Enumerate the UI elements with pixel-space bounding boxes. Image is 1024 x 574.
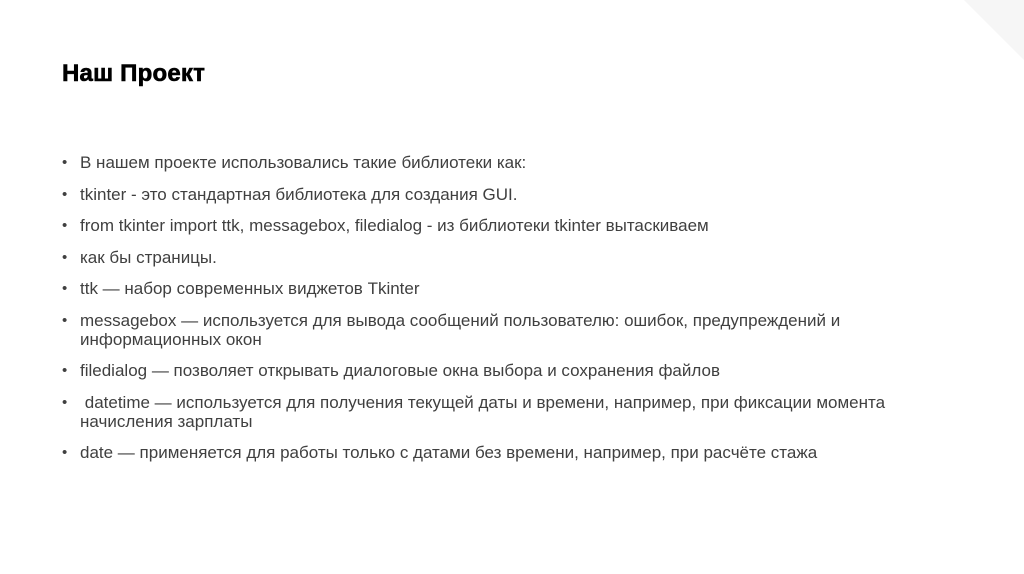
bullet-dot-icon: • — [62, 362, 68, 379]
bullet-dot-icon: • — [62, 185, 68, 203]
bullet-dot-icon: • — [62, 444, 68, 461]
bullet-dot-icon: • — [62, 393, 68, 411]
bullet-dot-icon: • — [62, 248, 68, 266]
bullet-item — [62, 279, 952, 298]
bullet-text: messagebox — используется для вывода сообщений пользователю: ошибок, предупреждений и информационных окон — [80, 310, 841, 349]
bullet-text: ttk — набор современных виджетов Tkinter — [80, 279, 420, 298]
bullet-list — [62, 153, 952, 475]
bullet-item — [62, 153, 952, 172]
bullet-text: from tkinter import ttk, messagebox, filedialog - из библиотеки tkinter вытаскиваем — [80, 216, 709, 235]
bullet-item — [62, 443, 952, 462]
bullet-dot-icon: • — [62, 154, 68, 171]
bullet-item — [62, 361, 952, 380]
bullet-text: date — применяется для работы только с датами без времени, например, при расчёте стажа — [80, 443, 818, 462]
bullet-item — [62, 216, 952, 235]
slide-title: Наш Проект — [62, 60, 206, 87]
bullet-text: как бы страницы. — [80, 247, 217, 267]
bullet-text: tkinter - это стандартная библиотека для создания GUI. — [80, 184, 518, 204]
bullet-dot-icon: • — [62, 311, 68, 329]
bullet-dot-icon: • — [62, 217, 68, 234]
bullet-item — [62, 311, 952, 349]
bullet-dot-icon: • — [62, 280, 68, 297]
bullet-text: datetime — используется для получения текущей даты и времени, например, при фиксации момента начисления зарплаты — [80, 392, 890, 431]
bullet-item — [62, 393, 952, 431]
bullet-text: В нашем проекте использовались такие библиотеки как: — [80, 153, 527, 172]
bullet-item — [62, 248, 952, 267]
bullet-text: filedialog — позволяет открывать диалоговые окна выбора и сохранения файлов — [80, 361, 720, 380]
corner-decoration — [964, 0, 1024, 60]
bullet-item — [62, 185, 952, 204]
